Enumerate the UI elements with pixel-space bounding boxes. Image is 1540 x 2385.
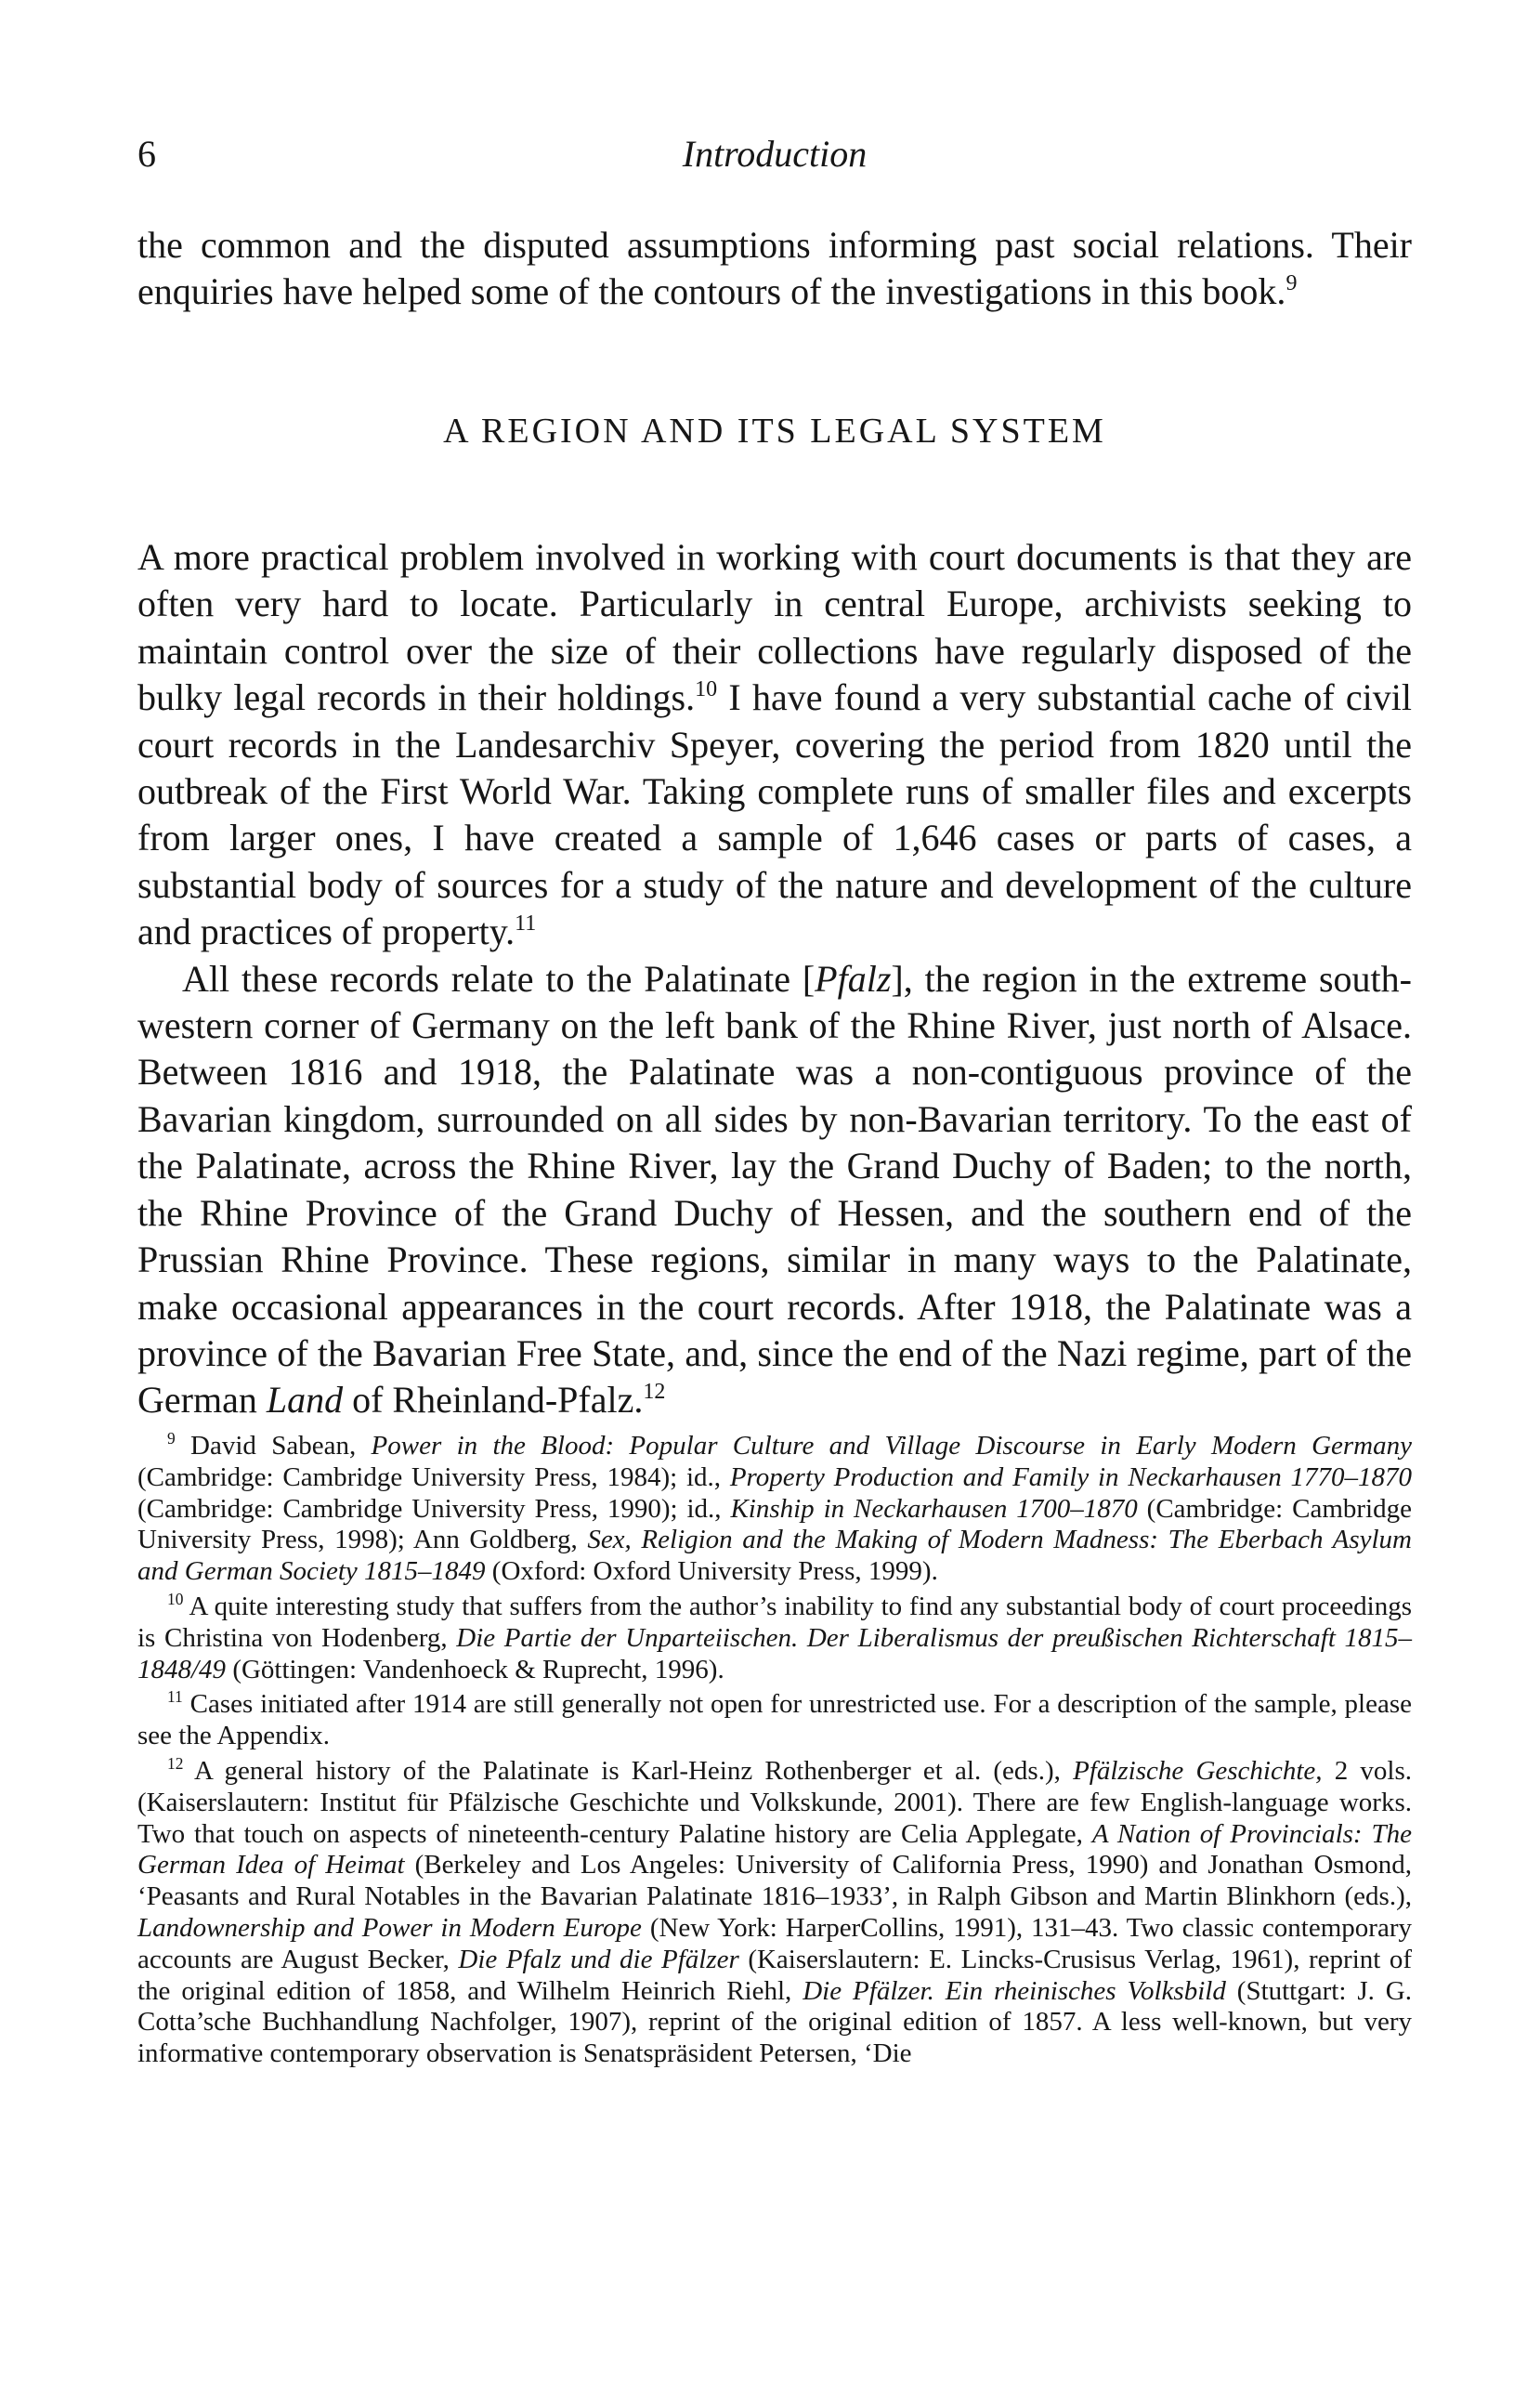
footnote-text: (Stuttgart: J. G. Cotta’sche Buchhandlung Nachfolger, 1907), reprint of the original edition of 1857. A less well-known, but very informative contemporary observation is Senatspräsident Petersen, ‘Die [137, 1975, 1412, 2069]
paragraph-2-part-2: ], the region in the extreme south-western corner of Germany on the left bank of the Rhine River, just north of Alsace. Between 1816 and 1918, the Palatinate was a non-contiguous province of the Bavarian kingdom, surrounded on all sides by non-Bavarian territory. To the east of the Palatinate, across the Rhine River, lay the Grand Duchy of Baden; to the north, the Rhine Province of the Grand Duchy of Hessen, and the southern end of the Prussian Rhine Province. These regions, similar in many ways to the Palatinate, make occasional appearances in the court records. After 1918, the Palatinate was a province of the Bavarian Free State, and, since the end of the Nazi regime, part of the German [137, 957, 1412, 1422]
page-header [137, 132, 1412, 188]
footnote-number: 9 [167, 1429, 176, 1448]
footnote-title: Kinship in Neckarhausen 1700–1870 [730, 1493, 1138, 1524]
paragraph-1-part-1: A more practical problem involved in working with court documents is that they are often very hard to locate. Particularly in central Europe, archivists seeking to maintain control over the size of their collections have regularly disposed of the bulky legal records in their holdings. [137, 536, 1412, 719]
footnote-text: (Cambridge: Cambridge University Press, 1990); id., [137, 1493, 731, 1524]
paragraph-2-part-1: All these records relate to the Palatinate [ [182, 957, 816, 1000]
footnote-title: Die Partie der Unparteiischen. Der Liberalismus der preußischen Richterschaft 1815–1848/49 [137, 1622, 1413, 1684]
footnote-title: Power in the Blood: Popular Culture and Village Discourse in Early Modern Germany [371, 1431, 1412, 1461]
paragraph-1 [137, 534, 1412, 956]
footnote-text: (New York: HarperCollins, 1991), 131–43. Two classic contemporary accounts are August Becker, [137, 1912, 1412, 1974]
footnote-11 [137, 1689, 1412, 1752]
footnote-text: (Göttingen: Vandenhoeck & Ruprecht, 1996). [226, 1654, 724, 1684]
term-land: Land [266, 1379, 344, 1422]
paragraph-2 [137, 956, 1412, 1424]
running-head: Introduction [682, 133, 868, 175]
footnotes [137, 1431, 1412, 2070]
main-text [137, 534, 1412, 1424]
footnote-ref-10: 10 [695, 677, 718, 702]
footnote-title: Die Pfälzer. Ein rheinisches Volksbild [803, 1975, 1226, 2006]
footnote-text: (Berkeley and Los Angeles: University of California Press, 1990) and Jonathan Osmond, ‘Peasants and Rural Notables in the Bavarian Palatinate 1816–1933’, in Ralph Gibson and Martin Blinkhorn (eds.), [137, 1850, 1412, 1912]
footnote-number: 12 [167, 1754, 184, 1774]
footnote-12 [137, 1756, 1412, 2070]
footnote-ref-9: 9 [1286, 271, 1298, 296]
footnote-title: Sex, Religion and the Making of Modern Madness: The Eberbach Asylum and German Society 1815–1849 [137, 1525, 1412, 1587]
footnote-10 [137, 1592, 1412, 1685]
footnote-text: 2 vols. (Kaiserslautern: Institut für Pfälzische Geschichte und Volkskunde, 2001). There are few English-language works. Two that touch on aspects of nineteenth-century Palatine history are Celia Applegate, [137, 1755, 1413, 1849]
footnote-text: A quite interesting study that suffers from the author’s inability to find any substantial body of court proceedings is Christina von Hodenberg, [137, 1591, 1412, 1653]
page-number: 6 [137, 133, 156, 175]
intro-paragraph [137, 222, 1412, 316]
footnote-number: 10 [167, 1590, 184, 1609]
footnote-text: A general history of the Palatinate is Karl-Heinz Rothenberger et al. (eds.), [183, 1755, 1074, 1786]
footnote-title: Property Production and Family in Neckarhausen 1770–1870 [729, 1461, 1413, 1492]
paragraph-2-part-3: of Rheinland-Pfalz. [343, 1379, 644, 1422]
paragraph-1-part-2: I have found a very substantial cache of civil court records in the Landesarchiv Speyer, covering the period from 1820 until the outbreak of the First World War. Taking complete runs of smaller files and excerpts from larger ones, I have created a sample of 1,646 cases or parts of cases, a substantial body of sources for a study of the nature and development of the culture and practices of property. [137, 676, 1412, 953]
footnote-9 [137, 1431, 1412, 1588]
intro-text: the common and the disputed assumptions informing past social relations. Their enquiries have helped some of the contours of the investigations in this book. [137, 224, 1412, 313]
footnote-number: 11 [167, 1687, 183, 1707]
footnote-text: (Cambridge: Cambridge University Press, 1984); id., [137, 1461, 730, 1492]
footnote-text: (Cambridge: Cambridge University Press, 1998); Ann Goldberg, [137, 1493, 1412, 1555]
footnote-ref-11: 11 [515, 911, 537, 937]
term-pfalz: Pfalz [815, 957, 892, 1000]
footnote-title: Die Pfalz und die Pfälzer [458, 1944, 739, 1974]
footnote-text: (Kaiserslautern: E. Lincks-Crusisus Verlag, 1961), reprint of the original edition of 1858, and Wilhelm Heinrich Riehl, [137, 1944, 1413, 2006]
footnote-ref-12: 12 [643, 1380, 666, 1405]
footnote-text: David Sabean, [175, 1431, 372, 1461]
footnote-title: A Nation of Provincials: The German Idea of Heimat [137, 1818, 1412, 1880]
footnote-text: (Oxford: Oxford University Press, 1999). [485, 1556, 938, 1587]
footnote-title: Landownership and Power in Modern Europe [137, 1912, 642, 1943]
section-heading: A REGION AND ITS LEGAL SYSTEM [443, 412, 1106, 451]
footnote-text: Cases initiated after 1914 are still generally not open for unrestricted use. For a description of the sample, please see the Appendix. [137, 1689, 1412, 1751]
footnote-title: Pfälzische Geschichte, [1073, 1755, 1323, 1786]
